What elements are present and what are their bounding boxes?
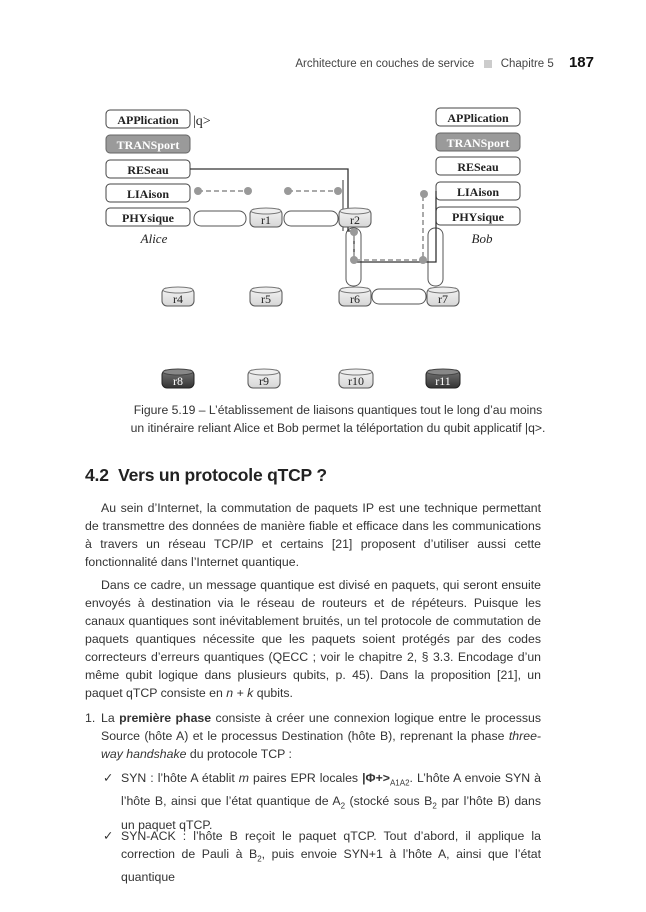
router-r5-label: r5 xyxy=(261,292,271,306)
chapter-label: Chapitre 5 xyxy=(500,58,554,70)
list-item-1-body xyxy=(101,709,541,763)
router-r1 xyxy=(250,208,282,227)
syn-text-b: paires EPR locales xyxy=(253,771,359,785)
bob-stack xyxy=(436,108,520,246)
bob-layer-network-label: RESeau xyxy=(457,160,499,174)
section-heading xyxy=(85,465,327,486)
router-r10-label: r10 xyxy=(348,374,364,388)
router-r9 xyxy=(248,369,280,388)
syn-text-a: SYN : l’hôte A établit xyxy=(121,771,235,785)
channel-r1-r2 xyxy=(284,211,338,226)
quantum-channels xyxy=(194,211,443,304)
bob-layer-transport-label: TRANSport xyxy=(446,136,510,150)
syn-text-e: par l’hôte B) dans un paquet qTCP. xyxy=(121,794,541,832)
ack-text-a: SYN-ACK : l’hôte B reçoit le paquet qTCP. Tout d’abord, il applique la correction de Pauli à B xyxy=(121,829,541,861)
syn-m: m xyxy=(238,771,249,785)
paragraph-1: Au sein d’Internet, la commutation de paquets IP est une technique permettant de transmettre des données de manière fiable et efficace dans les communications à travers un réseau TCP/IP et certains [21] proposent d’utiliser aussi cette fonctionnalité dans l’Internet quantique. xyxy=(85,501,541,569)
list-item-1-number: 1. xyxy=(85,711,96,725)
alice-layer-link-label: LIAison xyxy=(126,187,170,201)
check-item-synack-body xyxy=(121,827,541,886)
router-r6 xyxy=(339,287,371,306)
check-item-syn-body xyxy=(121,769,541,834)
list-item-1-mid: consiste à créer une connexion logique entre le processus Source (hôte A) et le processus Destination (hôte B), reprenant la phase xyxy=(101,711,541,743)
router-r1-label: r1 xyxy=(261,213,271,227)
channel-alice-r1 xyxy=(194,211,246,226)
chapter-title: Architecture en couches de service xyxy=(295,58,475,70)
syn-sub: A1A2 xyxy=(389,778,410,788)
alice-layer-transport-label: TRANSport xyxy=(116,138,180,152)
section-number: 4.2 xyxy=(85,465,109,485)
router-r5 xyxy=(250,287,282,306)
figure-caption xyxy=(80,401,596,437)
bob-layer-application-label: APPlication xyxy=(447,111,509,125)
alice-stack xyxy=(106,110,211,246)
router-r11-label: r11 xyxy=(435,374,451,388)
check-icon: ✓ xyxy=(103,829,114,843)
list-item-1-pre: La xyxy=(101,711,115,725)
list-item-1-end: du protocole TCP : xyxy=(189,747,292,761)
syn-sub3: 2 xyxy=(432,801,437,811)
bob-label: Bob xyxy=(471,231,493,246)
router-r9-label: r9 xyxy=(259,374,269,388)
router-r4-label: r4 xyxy=(173,292,183,306)
ack-sub: 2 xyxy=(257,854,262,864)
router-r2-label: r2 xyxy=(350,213,360,227)
caption-line-1: Figure 5.19 – L’établissement de liaisons quantiques tout le long d’au moins xyxy=(133,403,543,417)
list-item-1-italic: three-way handshake xyxy=(101,729,541,761)
router-r11 xyxy=(426,369,460,388)
syn-text-c: . L’hôte A envoie SYN à l’hôte B, ainsi que l’état quantique de A xyxy=(121,771,541,809)
ack-text-b: , puis envoie SYN+1 à l’hôte A, ainsi que l’état quantique xyxy=(121,847,541,885)
paragraph-2 xyxy=(85,576,541,702)
router-r7 xyxy=(427,287,459,306)
section-title: Vers un protocole qTCP ? xyxy=(118,465,327,485)
bob-layer-physical-label: PHYsique xyxy=(451,210,505,224)
router-r2 xyxy=(339,208,371,227)
router-r8-label: r8 xyxy=(173,374,183,388)
syn-text-d: (stocké sous B xyxy=(349,794,433,809)
syn-phi: |Φ+> xyxy=(362,771,390,785)
alice-layer-network-label: RESeau xyxy=(127,163,169,177)
alice-label: Alice xyxy=(140,231,168,246)
check-item-syn xyxy=(103,769,541,834)
alice-layer-physical-label: PHYsique xyxy=(121,211,175,225)
list-item-1-bold: première phase xyxy=(119,711,212,725)
qubit-label: |q> xyxy=(193,114,211,129)
check-icon: ✓ xyxy=(103,771,114,785)
channel-r6-r7 xyxy=(372,289,426,304)
paragraph-2-text: Dans ce cadre, un message quantique est divisé en paquets, qui seront ensuite envoyés à destination via le réseau de routeurs et de répéteurs. Puisque les canaux quantiques sont inévitablement bruités, un tel protocole de commutation de paquets quantiques nécessite que les paquets soient protégés par des codes correcteurs d’erreurs quantiques (QECC ; voir le chapitre 2, § 3.3. Encodage d’un même qubit logique dans plusieurs qubits, p. 45). Dans la proposition [21], un paquet qTCP consiste en xyxy=(85,578,541,700)
paragraph-2-end: qubits. xyxy=(256,686,293,700)
router-r7-label: r7 xyxy=(438,292,448,306)
router-r10 xyxy=(339,369,373,388)
check-item-synack xyxy=(103,827,541,886)
router-r8 xyxy=(162,369,194,388)
router-r4 xyxy=(162,287,194,306)
quantum-network-figure xyxy=(0,0,646,400)
alice-layer-application-label: APPlication xyxy=(117,113,179,127)
list-item-1 xyxy=(85,709,541,763)
bob-layer-link-label: LIAison xyxy=(456,185,500,199)
page-number: 187 xyxy=(568,54,594,71)
syn-sub2: 2 xyxy=(340,801,346,811)
router-r6-label: r6 xyxy=(350,292,360,306)
caption-line-2: un itinéraire reliant Alice et Bob permet la téléportation du qubit applicatif |q>. xyxy=(130,421,546,435)
paragraph-2-math: n + k xyxy=(226,686,254,700)
